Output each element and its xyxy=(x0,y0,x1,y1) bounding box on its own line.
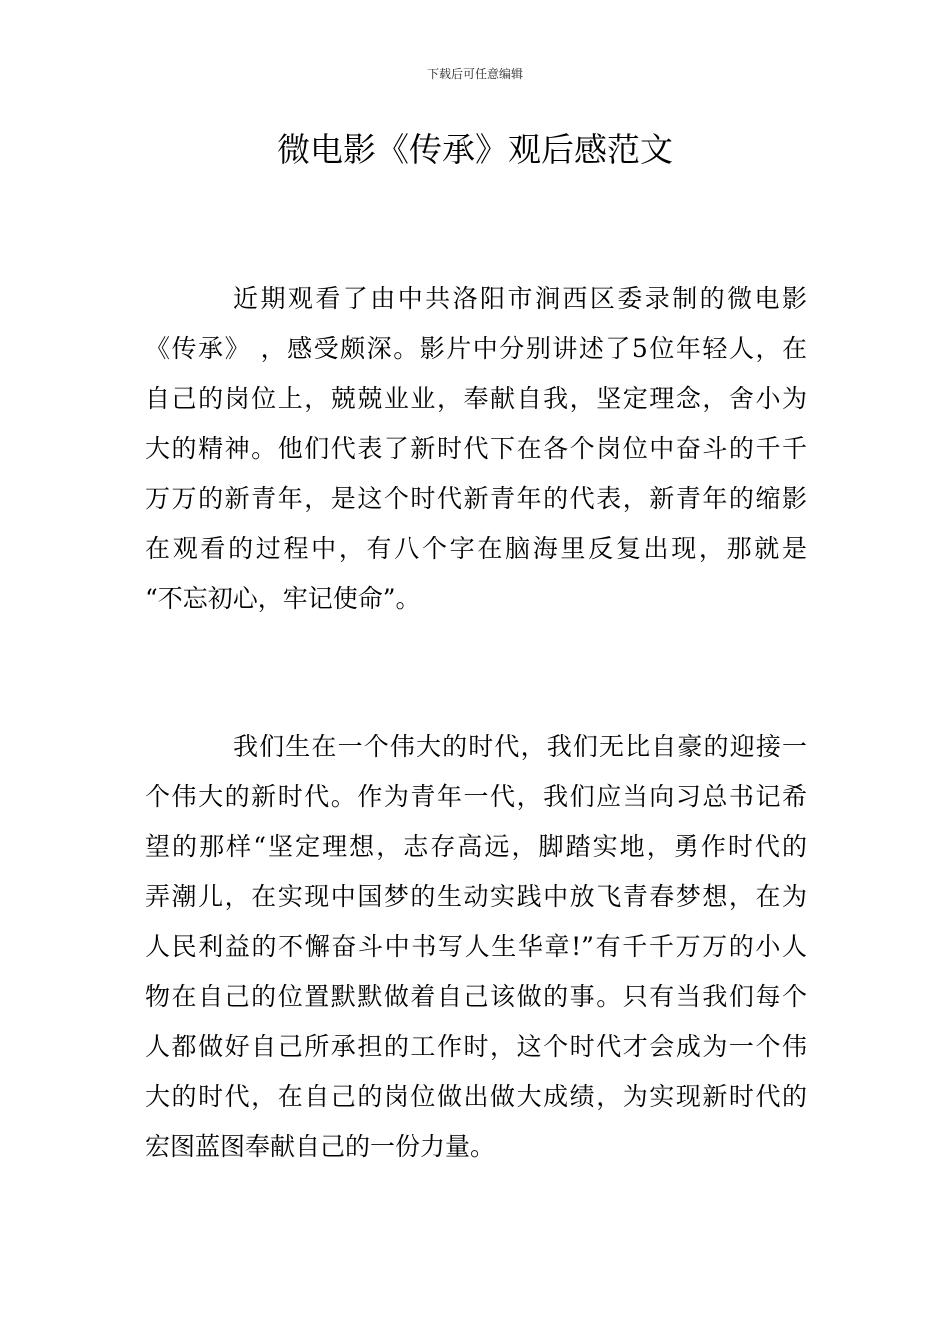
paragraph-line: 弄潮儿，在实现中国梦的生动实践中放飞青春梦想，在为 xyxy=(145,882,807,911)
paragraph-line: 物在自己的位置默默做着自己该做的事。只有当我们每个 xyxy=(145,982,807,1011)
paragraph-1 xyxy=(145,274,807,624)
paragraph-line: 我们生在一个伟大的时代，我们无比自豪的迎接一 xyxy=(233,732,807,761)
document-title: 微电影《传承》观后感范文 xyxy=(277,130,673,169)
paragraph-line: 自己的岗位上，兢兢业业，奉献自我，坚定理念，舍小为 xyxy=(145,384,807,413)
paragraph-line: 宏图蓝图奉献自己的一份力量。 xyxy=(145,1132,496,1161)
paragraph-line: 个伟大的新时代。作为青年一代，我们应当向习总书记希 xyxy=(145,782,807,811)
paragraph-2 xyxy=(145,722,807,1172)
paragraph-line: 望的那样“坚定理想，志存高远，脚踏实地，勇作时代的 xyxy=(145,832,807,861)
paragraph-line: 万万的新青年，是这个时代新青年的代表，新青年的缩影 xyxy=(145,484,807,513)
paragraph-line: 大的精神。他们代表了新时代下在各个岗位中奋斗的千千 xyxy=(145,434,807,463)
paragraph-line: 近期观看了由中共洛阳市涧西区委录制的微电影 xyxy=(233,284,807,313)
paragraph-line: 在观看的过程中，有八个字在脑海里反复出现，那就是 xyxy=(145,534,807,563)
paragraph-line: 大的时代，在自己的岗位做出做大成绩，为实现新时代的 xyxy=(145,1082,807,1111)
paragraph-line: 人民利益的不懈奋斗中书写人生华章!”有千千万万的小人 xyxy=(145,932,807,961)
paragraph-line: 《传承》 ，感受颇深。影片中分别讲述了5位年轻人，在 xyxy=(145,334,807,363)
paragraph-line: “不忘初心，牢记使命”。 xyxy=(145,584,421,613)
header-note: 下载后可任意编辑 xyxy=(426,67,523,81)
paragraph-line: 人都做好自己所承担的工作时，这个时代才会成为一个伟 xyxy=(145,1032,807,1061)
